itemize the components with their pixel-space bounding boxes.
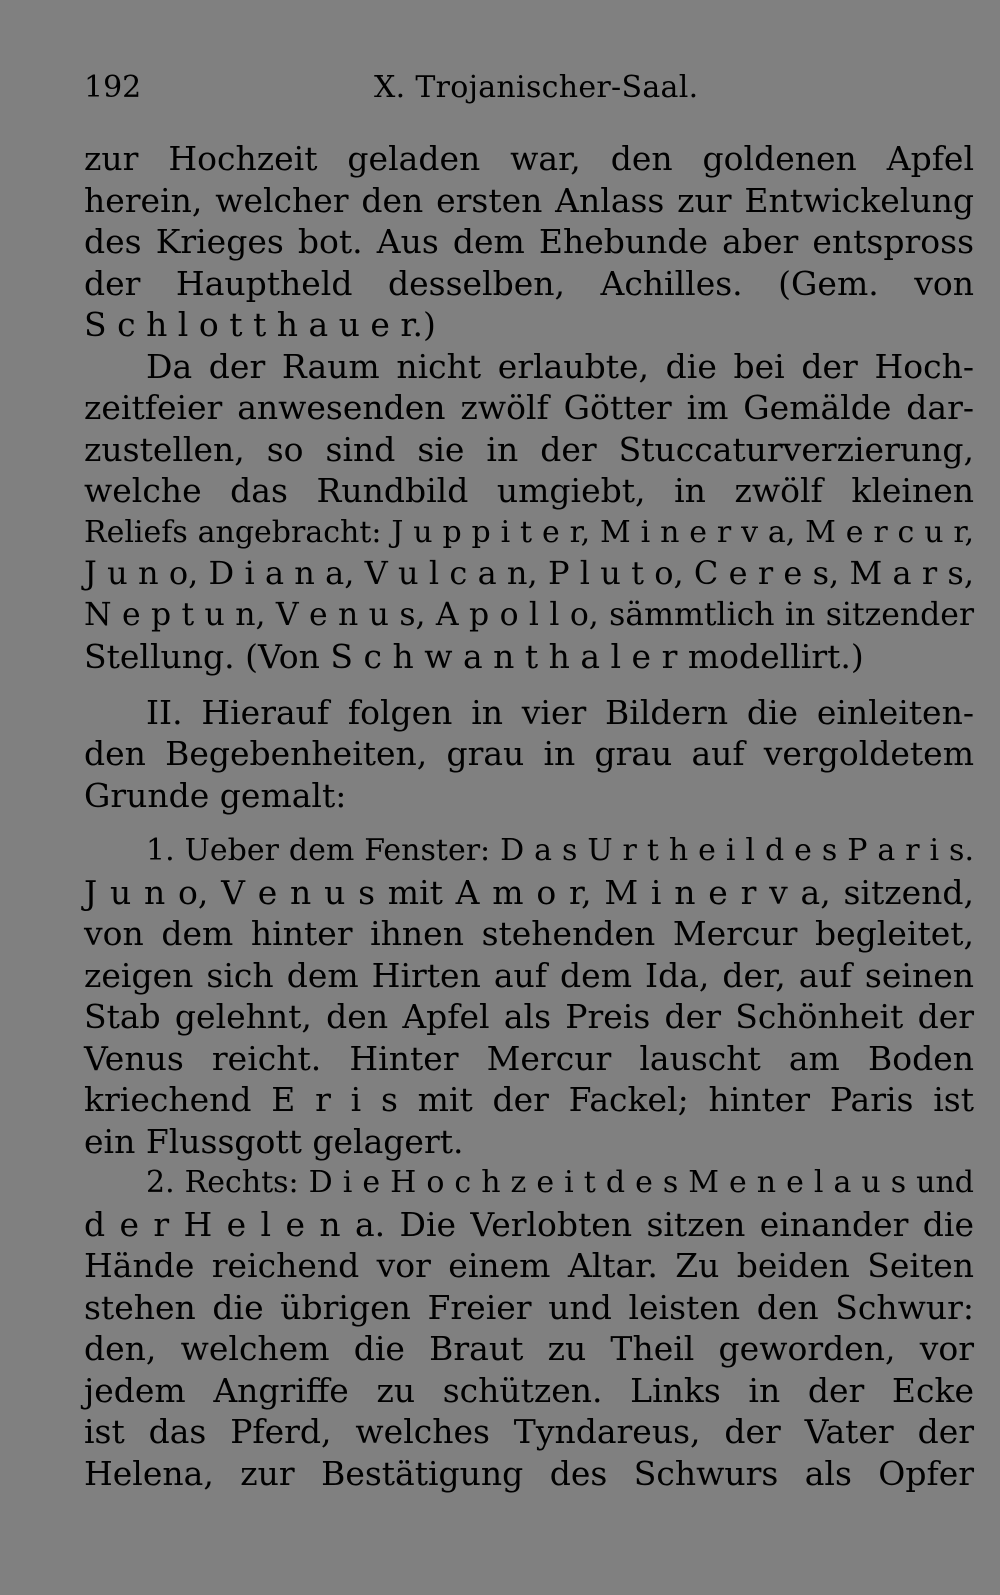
text-line: den Begebenheiten, grau in grau auf vergoldetem	[84, 734, 974, 773]
text-line: 1. Ueber dem Fenster: D a s U r t h e i l d e s P a r i s.	[146, 833, 974, 868]
text-line: des Krieges bot. Aus dem Ehebunde aber entspross	[84, 222, 974, 261]
text-line: Helena, zur Bestätigung des Schwurs als Opfer	[84, 1453, 974, 1493]
text-line: zeigen sich dem Hirten auf dem Ida, der, auf seinen	[84, 955, 974, 995]
text-line: stehen die übrigen Freier und leisten den Schwur:	[84, 1287, 974, 1327]
text-line: ein Flussgott gelagert.	[84, 1121, 464, 1161]
text-line: 2. Rechts: D i e H o c h z e i t d e s M e n e l a u s und	[146, 1165, 974, 1200]
text-line: Venus reicht. Hinter Mercur lauscht am Boden	[84, 1038, 974, 1078]
text-line: Grunde gemalt:	[84, 775, 347, 815]
text-line: d e r H e l e n a. Die Verlobten sitzen einander die	[84, 1204, 974, 1244]
text-line: N e p t u n, V e n u s, A p o l l o, sämmtlich in sitzender	[84, 596, 974, 633]
text-line: J u n o, V e n u s mit A m o r, M i n e r v a, sitzend,	[84, 872, 974, 912]
page-header	[84, 70, 974, 110]
text-line: der Hauptheld desselben, Achilles. (Gem. von	[84, 263, 974, 303]
page-number: 192	[84, 70, 142, 105]
text-line: ist das Pferd, welches Tyndareus, der Vater der	[84, 1412, 974, 1451]
text-line: den, welchem die Braut zu Theil geworden, vor	[84, 1329, 974, 1368]
text-line: S c h l o t t h a u e r.)	[84, 305, 436, 344]
text-line: zeitfeier anwesenden zwölf Götter im Gemälde dar-	[84, 388, 974, 427]
text-line: Stab gelehnt, den Apfel als Preis der Schönheit der	[84, 997, 974, 1036]
text-line: jedem Angriffe zu schützen. Links in der Ecke	[84, 1370, 974, 1410]
text-line: J u n o, D i a n a, V u l c a n, P l u t o, C e r e s, M a r s,	[84, 554, 974, 592]
text-line: Reliefs angebracht: J u p p i t e r, M i n e r v a, M e r c u r,	[84, 514, 974, 550]
paragraph-gap	[84, 816, 974, 830]
text-line: Hände reichend vor einem Altar. Zu beiden Seiten	[84, 1246, 974, 1285]
text-line: Da der Raum nicht erlaubte, die bei der Hoch-	[146, 346, 974, 386]
body-text	[84, 138, 974, 1494]
text-line: welche das Rundbild umgiebt, in zwölf kleinen	[84, 471, 974, 510]
running-head: X. Trojanischer-Saal.	[374, 70, 699, 105]
text-line: zur Hochzeit geladen war, den goldenen Apfel	[84, 139, 974, 178]
text-line: kriechend E r i s mit der Fackel; hinter Paris ist	[84, 1080, 974, 1119]
text-line: zustellen, so sind sie in der Stuccaturverzierung,	[84, 429, 974, 469]
text-line: herein, welcher den ersten Anlass zur Entwickelung	[84, 180, 974, 220]
text-line: von dem hinter ihnen stehenden Mercur begleitet,	[84, 914, 974, 953]
paragraph-gap	[84, 678, 974, 692]
text-line: II. Hierauf folgen in vier Bildern die einleiten-	[146, 692, 974, 732]
text-line: Stellung. (Von S c h w a n t h a l e r modellirt.)	[84, 637, 864, 676]
